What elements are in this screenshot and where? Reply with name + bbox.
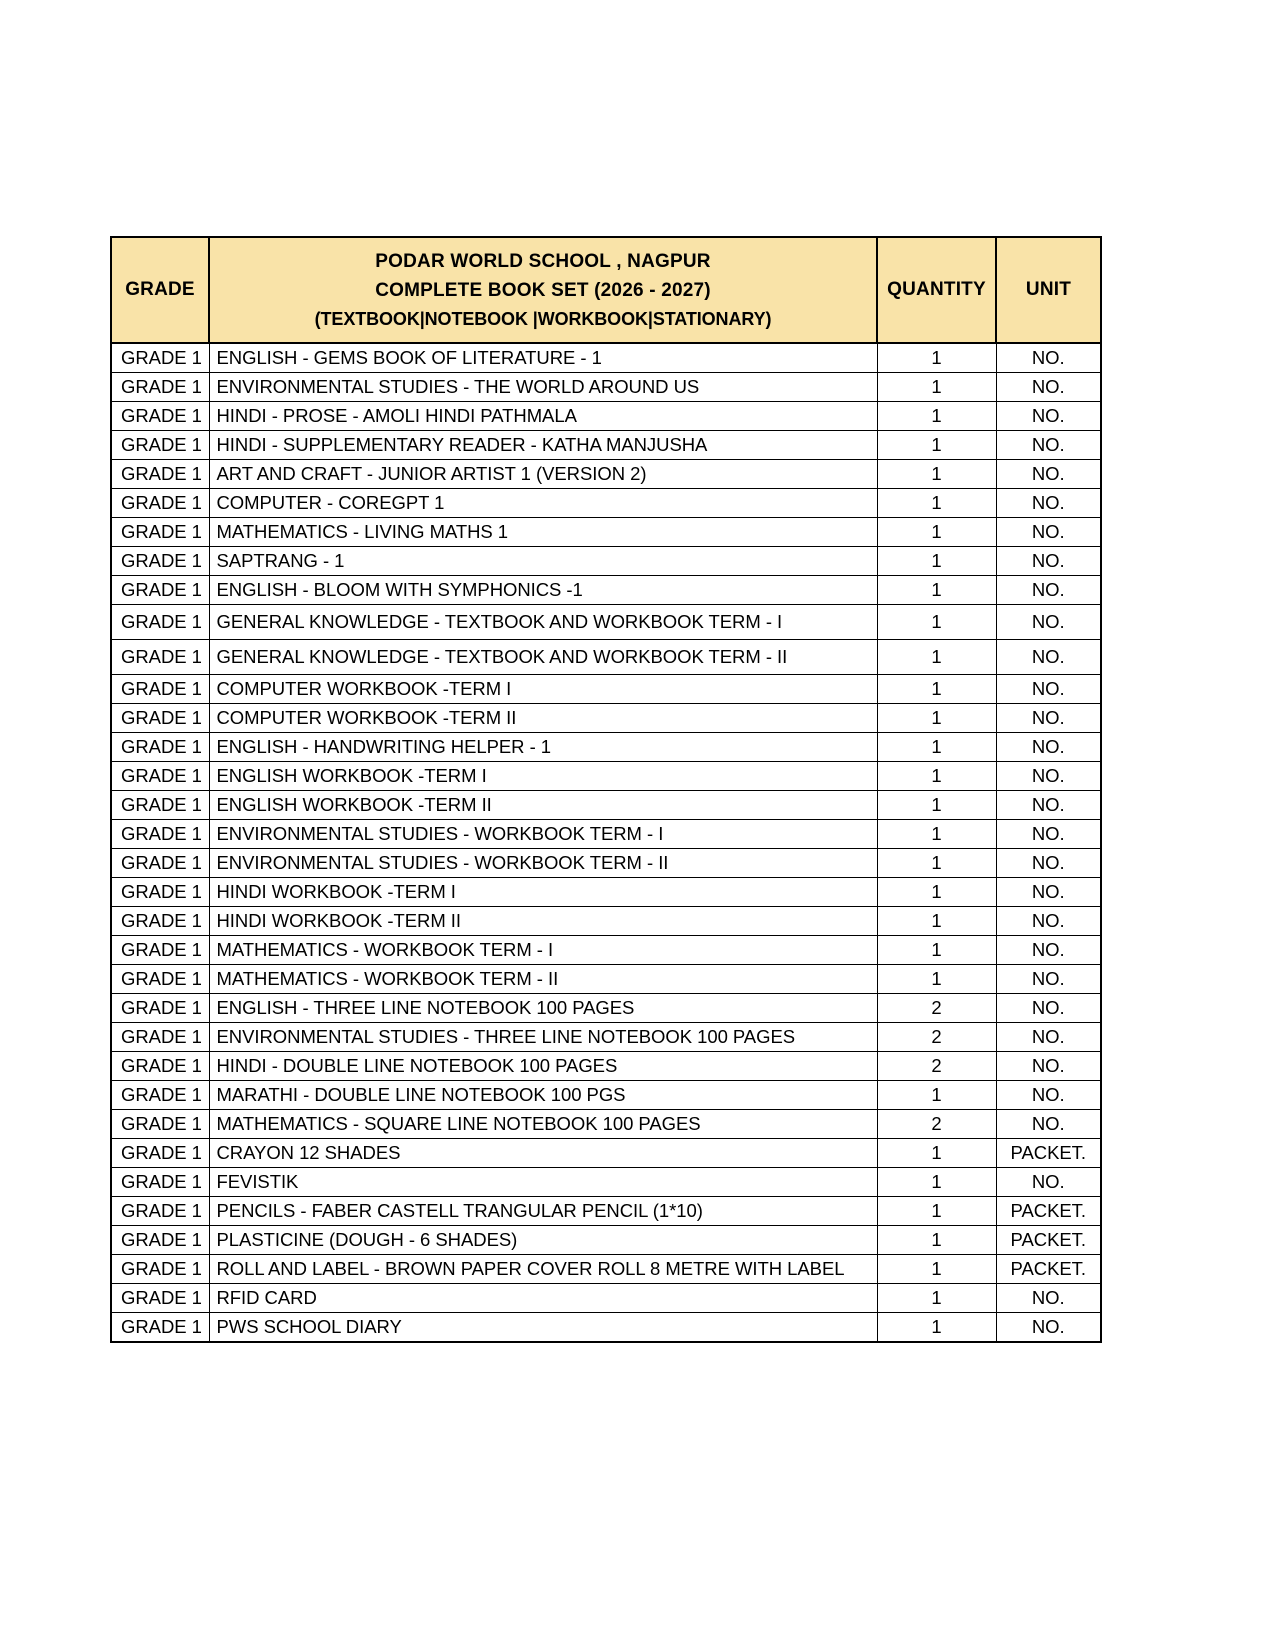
cell-grade: GRADE 1: [111, 1080, 209, 1109]
cell-grade: GRADE 1: [111, 1196, 209, 1225]
cell-quantity: 2: [877, 1022, 996, 1051]
cell-grade: GRADE 1: [111, 459, 209, 488]
cell-unit: NO.: [996, 674, 1101, 703]
table-row: [111, 430, 1101, 459]
cell-unit: NO.: [996, 819, 1101, 848]
cell-description: SAPTRANG - 1: [209, 546, 877, 575]
cell-description: ENGLISH - HANDWRITING HELPER - 1: [209, 732, 877, 761]
cell-quantity: 1: [877, 1167, 996, 1196]
cell-grade: GRADE 1: [111, 732, 209, 761]
cell-quantity: 1: [877, 848, 996, 877]
cell-description: CRAYON 12 SHADES: [209, 1138, 877, 1167]
cell-unit: NO.: [996, 372, 1101, 401]
cell-grade: GRADE 1: [111, 993, 209, 1022]
cell-unit: NO.: [996, 1080, 1101, 1109]
cell-grade: GRADE 1: [111, 517, 209, 546]
cell-grade: GRADE 1: [111, 1167, 209, 1196]
cell-quantity: 1: [877, 761, 996, 790]
cell-grade: GRADE 1: [111, 848, 209, 877]
table-row: [111, 343, 1101, 373]
cell-description: ENVIRONMENTAL STUDIES - WORKBOOK TERM - I: [209, 819, 877, 848]
cell-grade: GRADE 1: [111, 401, 209, 430]
table-row: [111, 703, 1101, 732]
complete-book-set-table: [110, 236, 1102, 1343]
cell-grade: GRADE 1: [111, 703, 209, 732]
cell-quantity: 1: [877, 1312, 996, 1342]
table-row: [111, 1051, 1101, 1080]
cell-description: HINDI - PROSE - AMOLI HINDI PATHMALA: [209, 401, 877, 430]
cell-grade: GRADE 1: [111, 1312, 209, 1342]
cell-description: GENERAL KNOWLEDGE - TEXTBOOK AND WORKBOOK TERM - I: [209, 604, 877, 639]
cell-quantity: 1: [877, 488, 996, 517]
cell-grade: GRADE 1: [111, 1254, 209, 1283]
cell-quantity: 1: [877, 1283, 996, 1312]
cell-quantity: 1: [877, 732, 996, 761]
cell-grade: GRADE 1: [111, 935, 209, 964]
cell-grade: GRADE 1: [111, 1283, 209, 1312]
table-row: [111, 819, 1101, 848]
table-row: [111, 761, 1101, 790]
cell-unit: PACKET.: [996, 1196, 1101, 1225]
cell-description: MARATHI - DOUBLE LINE NOTEBOOK 100 PGS: [209, 1080, 877, 1109]
table-row: [111, 546, 1101, 575]
column-header-grade: GRADE: [111, 237, 209, 343]
cell-grade: GRADE 1: [111, 343, 209, 373]
table-row: [111, 517, 1101, 546]
cell-description: MATHEMATICS - WORKBOOK TERM - I: [209, 935, 877, 964]
cell-unit: NO.: [996, 732, 1101, 761]
cell-grade: GRADE 1: [111, 906, 209, 935]
cell-description: ENVIRONMENTAL STUDIES - THREE LINE NOTEBOOK 100 PAGES: [209, 1022, 877, 1051]
cell-grade: GRADE 1: [111, 1051, 209, 1080]
cell-grade: GRADE 1: [111, 1138, 209, 1167]
cell-unit: NO.: [996, 343, 1101, 373]
cell-description: ROLL AND LABEL - BROWN PAPER COVER ROLL 8 METRE WITH LABEL: [209, 1254, 877, 1283]
cell-description: ENGLISH WORKBOOK -TERM I: [209, 761, 877, 790]
cell-unit: NO.: [996, 906, 1101, 935]
cell-grade: GRADE 1: [111, 964, 209, 993]
cell-unit: NO.: [996, 790, 1101, 819]
cell-unit: NO.: [996, 546, 1101, 575]
table-row: [111, 575, 1101, 604]
cell-unit: NO.: [996, 935, 1101, 964]
cell-description: ENGLISH - GEMS BOOK OF LITERATURE - 1: [209, 343, 877, 373]
table-row: [111, 1167, 1101, 1196]
cell-description: COMPUTER WORKBOOK -TERM II: [209, 703, 877, 732]
cell-description: PENCILS - FABER CASTELL TRANGULAR PENCIL (1*10): [209, 1196, 877, 1225]
cell-quantity: 2: [877, 993, 996, 1022]
cell-grade: GRADE 1: [111, 1109, 209, 1138]
table-row: [111, 1080, 1101, 1109]
cell-unit: NO.: [996, 575, 1101, 604]
cell-unit: NO.: [996, 517, 1101, 546]
cell-quantity: 1: [877, 575, 996, 604]
table-row: [111, 1138, 1101, 1167]
cell-quantity: 1: [877, 1196, 996, 1225]
cell-description: ENVIRONMENTAL STUDIES - THE WORLD AROUND US: [209, 372, 877, 401]
cell-unit: NO.: [996, 639, 1101, 674]
table-row: [111, 906, 1101, 935]
cell-quantity: 1: [877, 877, 996, 906]
cell-description: COMPUTER - COREGPT 1: [209, 488, 877, 517]
cell-unit: NO.: [996, 1109, 1101, 1138]
table-row: [111, 372, 1101, 401]
cell-description: COMPUTER WORKBOOK -TERM I: [209, 674, 877, 703]
book-set-year-line: COMPLETE BOOK SET (2026 - 2027): [375, 280, 711, 302]
cell-quantity: 1: [877, 819, 996, 848]
column-header-quantity: QUANTITY: [877, 237, 996, 343]
table-row: [111, 877, 1101, 906]
cell-quantity: 1: [877, 964, 996, 993]
cell-grade: GRADE 1: [111, 761, 209, 790]
cell-description: MATHEMATICS - SQUARE LINE NOTEBOOK 100 PAGES: [209, 1109, 877, 1138]
cell-description: FEVISTIK: [209, 1167, 877, 1196]
cell-description: ENGLISH - THREE LINE NOTEBOOK 100 PAGES: [209, 993, 877, 1022]
cell-quantity: 1: [877, 1254, 996, 1283]
cell-grade: GRADE 1: [111, 877, 209, 906]
table-header: [111, 237, 1101, 343]
cell-grade: GRADE 1: [111, 819, 209, 848]
cell-unit: NO.: [996, 848, 1101, 877]
cell-description: ART AND CRAFT - JUNIOR ARTIST 1 (VERSION 2): [209, 459, 877, 488]
cell-grade: GRADE 1: [111, 1022, 209, 1051]
cell-description: PWS SCHOOL DIARY: [209, 1312, 877, 1342]
cell-description: ENVIRONMENTAL STUDIES - WORKBOOK TERM - II: [209, 848, 877, 877]
table-header-row: [111, 237, 1101, 343]
table-row: [111, 1225, 1101, 1254]
cell-quantity: 1: [877, 430, 996, 459]
table-row: [111, 993, 1101, 1022]
cell-unit: NO.: [996, 877, 1101, 906]
cell-description: ENGLISH WORKBOOK -TERM II: [209, 790, 877, 819]
cell-quantity: 1: [877, 790, 996, 819]
cell-unit: NO.: [996, 430, 1101, 459]
cell-unit: NO.: [996, 964, 1101, 993]
cell-grade: GRADE 1: [111, 430, 209, 459]
book-set-categories-line: (TEXTBOOK|NOTEBOOK |WORKBOOK|STATIONARY): [314, 308, 772, 329]
cell-description: HINDI - DOUBLE LINE NOTEBOOK 100 PAGES: [209, 1051, 877, 1080]
cell-grade: GRADE 1: [111, 488, 209, 517]
table-row: [111, 1196, 1101, 1225]
table-row: [111, 1109, 1101, 1138]
cell-quantity: 1: [877, 372, 996, 401]
cell-unit: NO.: [996, 1167, 1101, 1196]
table-row: [111, 1283, 1101, 1312]
cell-quantity: 1: [877, 401, 996, 430]
cell-unit: NO.: [996, 401, 1101, 430]
cell-grade: GRADE 1: [111, 372, 209, 401]
cell-description: HINDI WORKBOOK -TERM II: [209, 906, 877, 935]
cell-unit: NO.: [996, 1022, 1101, 1051]
school-name-line: PODAR WORLD SCHOOL , NAGPUR: [375, 251, 711, 272]
cell-unit: NO.: [996, 1051, 1101, 1080]
cell-description: HINDI - SUPPLEMENTARY READER - KATHA MANJUSHA: [209, 430, 877, 459]
cell-description: MATHEMATICS - LIVING MATHS 1: [209, 517, 877, 546]
cell-quantity: 1: [877, 639, 996, 674]
table-row: [111, 604, 1101, 639]
table-row: [111, 732, 1101, 761]
cell-quantity: 2: [877, 1051, 996, 1080]
table-body: [111, 343, 1101, 1342]
cell-unit: NO.: [996, 1312, 1101, 1342]
cell-unit: PACKET.: [996, 1254, 1101, 1283]
table-row: [111, 848, 1101, 877]
cell-unit: PACKET.: [996, 1225, 1101, 1254]
cell-quantity: 1: [877, 674, 996, 703]
cell-description: PLASTICINE (DOUGH - 6 SHADES): [209, 1225, 877, 1254]
cell-unit: PACKET.: [996, 1138, 1101, 1167]
cell-quantity: 1: [877, 604, 996, 639]
table-row: [111, 1312, 1101, 1342]
cell-grade: GRADE 1: [111, 546, 209, 575]
cell-quantity: 1: [877, 1138, 996, 1167]
cell-unit: NO.: [996, 604, 1101, 639]
column-header-unit: UNIT: [996, 237, 1101, 343]
table-row: [111, 790, 1101, 819]
cell-quantity: 1: [877, 459, 996, 488]
cell-unit: NO.: [996, 703, 1101, 732]
cell-quantity: 1: [877, 1080, 996, 1109]
cell-unit: NO.: [996, 761, 1101, 790]
cell-quantity: 1: [877, 1225, 996, 1254]
book-set-sheet: [110, 236, 1100, 1343]
table-row: [111, 488, 1101, 517]
cell-grade: GRADE 1: [111, 604, 209, 639]
table-row: [111, 1022, 1101, 1051]
cell-quantity: 1: [877, 517, 996, 546]
cell-description: MATHEMATICS - WORKBOOK TERM - II: [209, 964, 877, 993]
cell-quantity: 1: [877, 703, 996, 732]
table-row: [111, 935, 1101, 964]
cell-unit: NO.: [996, 993, 1101, 1022]
cell-description: GENERAL KNOWLEDGE - TEXTBOOK AND WORKBOOK TERM - II: [209, 639, 877, 674]
cell-grade: GRADE 1: [111, 1225, 209, 1254]
cell-grade: GRADE 1: [111, 639, 209, 674]
table-row: [111, 459, 1101, 488]
cell-grade: GRADE 1: [111, 674, 209, 703]
cell-description: RFID CARD: [209, 1283, 877, 1312]
table-title-header: [209, 237, 877, 343]
cell-quantity: 1: [877, 906, 996, 935]
cell-quantity: 1: [877, 343, 996, 373]
cell-grade: GRADE 1: [111, 575, 209, 604]
cell-quantity: 1: [877, 935, 996, 964]
cell-unit: NO.: [996, 488, 1101, 517]
cell-grade: GRADE 1: [111, 790, 209, 819]
table-row: [111, 964, 1101, 993]
table-row: [111, 401, 1101, 430]
cell-quantity: 2: [877, 1109, 996, 1138]
table-row: [111, 1254, 1101, 1283]
cell-description: ENGLISH - BLOOM WITH SYMPHONICS -1: [209, 575, 877, 604]
table-row: [111, 639, 1101, 674]
cell-unit: NO.: [996, 1283, 1101, 1312]
cell-quantity: 1: [877, 546, 996, 575]
table-row: [111, 674, 1101, 703]
cell-description: HINDI WORKBOOK -TERM I: [209, 877, 877, 906]
cell-unit: NO.: [996, 459, 1101, 488]
